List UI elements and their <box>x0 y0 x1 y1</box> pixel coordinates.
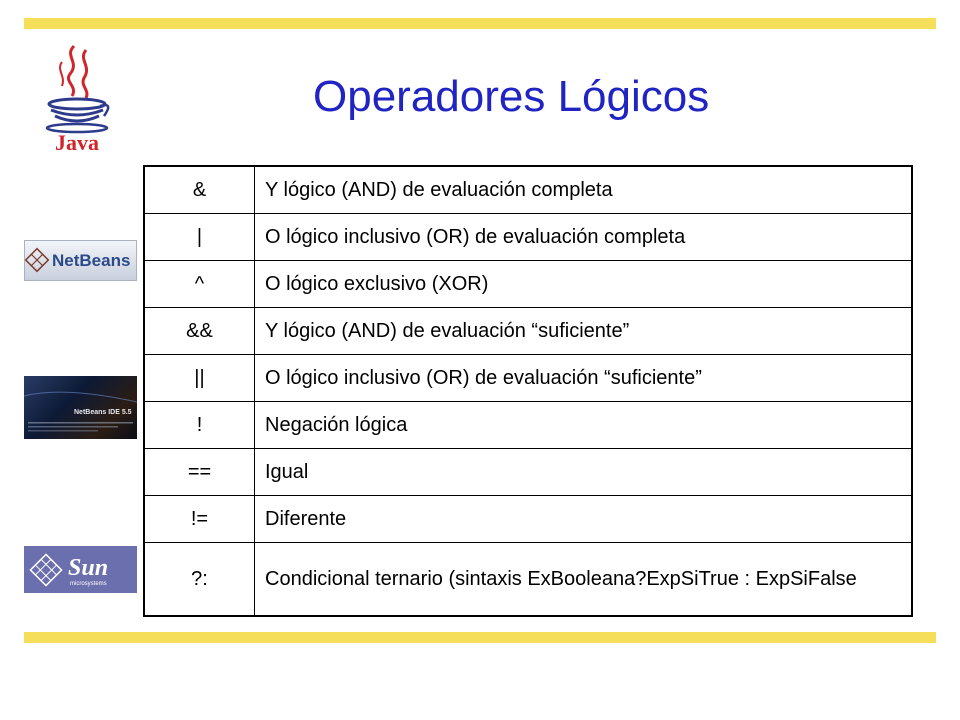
netbeans-ide-text: NetBeans IDE 5.5 <box>74 409 132 416</box>
table-row <box>144 214 912 261</box>
operator-cell: ?: <box>144 543 255 617</box>
table-row <box>144 261 912 308</box>
table-row <box>144 308 912 355</box>
operator-cell: & <box>144 166 255 214</box>
operator-cell: || <box>144 355 255 402</box>
operator-cell: ! <box>144 402 255 449</box>
description-cell: Y lógico (AND) de evaluación completa <box>255 166 913 214</box>
netbeans-logo <box>24 240 137 281</box>
description-cell: Igual <box>255 449 913 496</box>
operators-table <box>143 165 913 617</box>
sun-microsystems-logo <box>24 546 137 593</box>
description-cell: O lógico exclusivo (XOR) <box>255 261 913 308</box>
java-logo <box>34 40 120 154</box>
operator-cell: ^ <box>144 261 255 308</box>
table-row <box>144 496 912 543</box>
sun-logo-subtext: microsystems <box>70 581 107 587</box>
description-cell: O lógico inclusivo (OR) de evaluación completa <box>255 214 913 261</box>
description-cell: O lógico inclusivo (OR) de evaluación “suficiente” <box>255 355 913 402</box>
netbeans-logo-text: NetBeans <box>52 251 131 270</box>
operator-cell: == <box>144 449 255 496</box>
description-cell: Y lógico (AND) de evaluación “suficiente” <box>255 308 913 355</box>
operator-cell: | <box>144 214 255 261</box>
table-row <box>144 449 912 496</box>
table-row <box>144 355 912 402</box>
description-cell: Condicional ternario (sintaxis ExBooleana?ExpSiTrue : ExpSiFalse <box>255 543 913 617</box>
description-cell: Diferente <box>255 496 913 543</box>
top-accent-bar <box>24 18 936 29</box>
description-cell: Negación lógica <box>255 402 913 449</box>
bottom-accent-bar <box>24 632 936 643</box>
java-logo-text: Java <box>55 130 99 154</box>
operator-cell: && <box>144 308 255 355</box>
netbeans-ide-splash <box>24 376 137 439</box>
operator-cell: != <box>144 496 255 543</box>
table-row <box>144 166 912 214</box>
table-row <box>144 402 912 449</box>
slide-title: Operadores Lógicos <box>313 72 710 121</box>
table-row <box>144 543 912 617</box>
sun-logo-text: Sun <box>68 555 109 581</box>
